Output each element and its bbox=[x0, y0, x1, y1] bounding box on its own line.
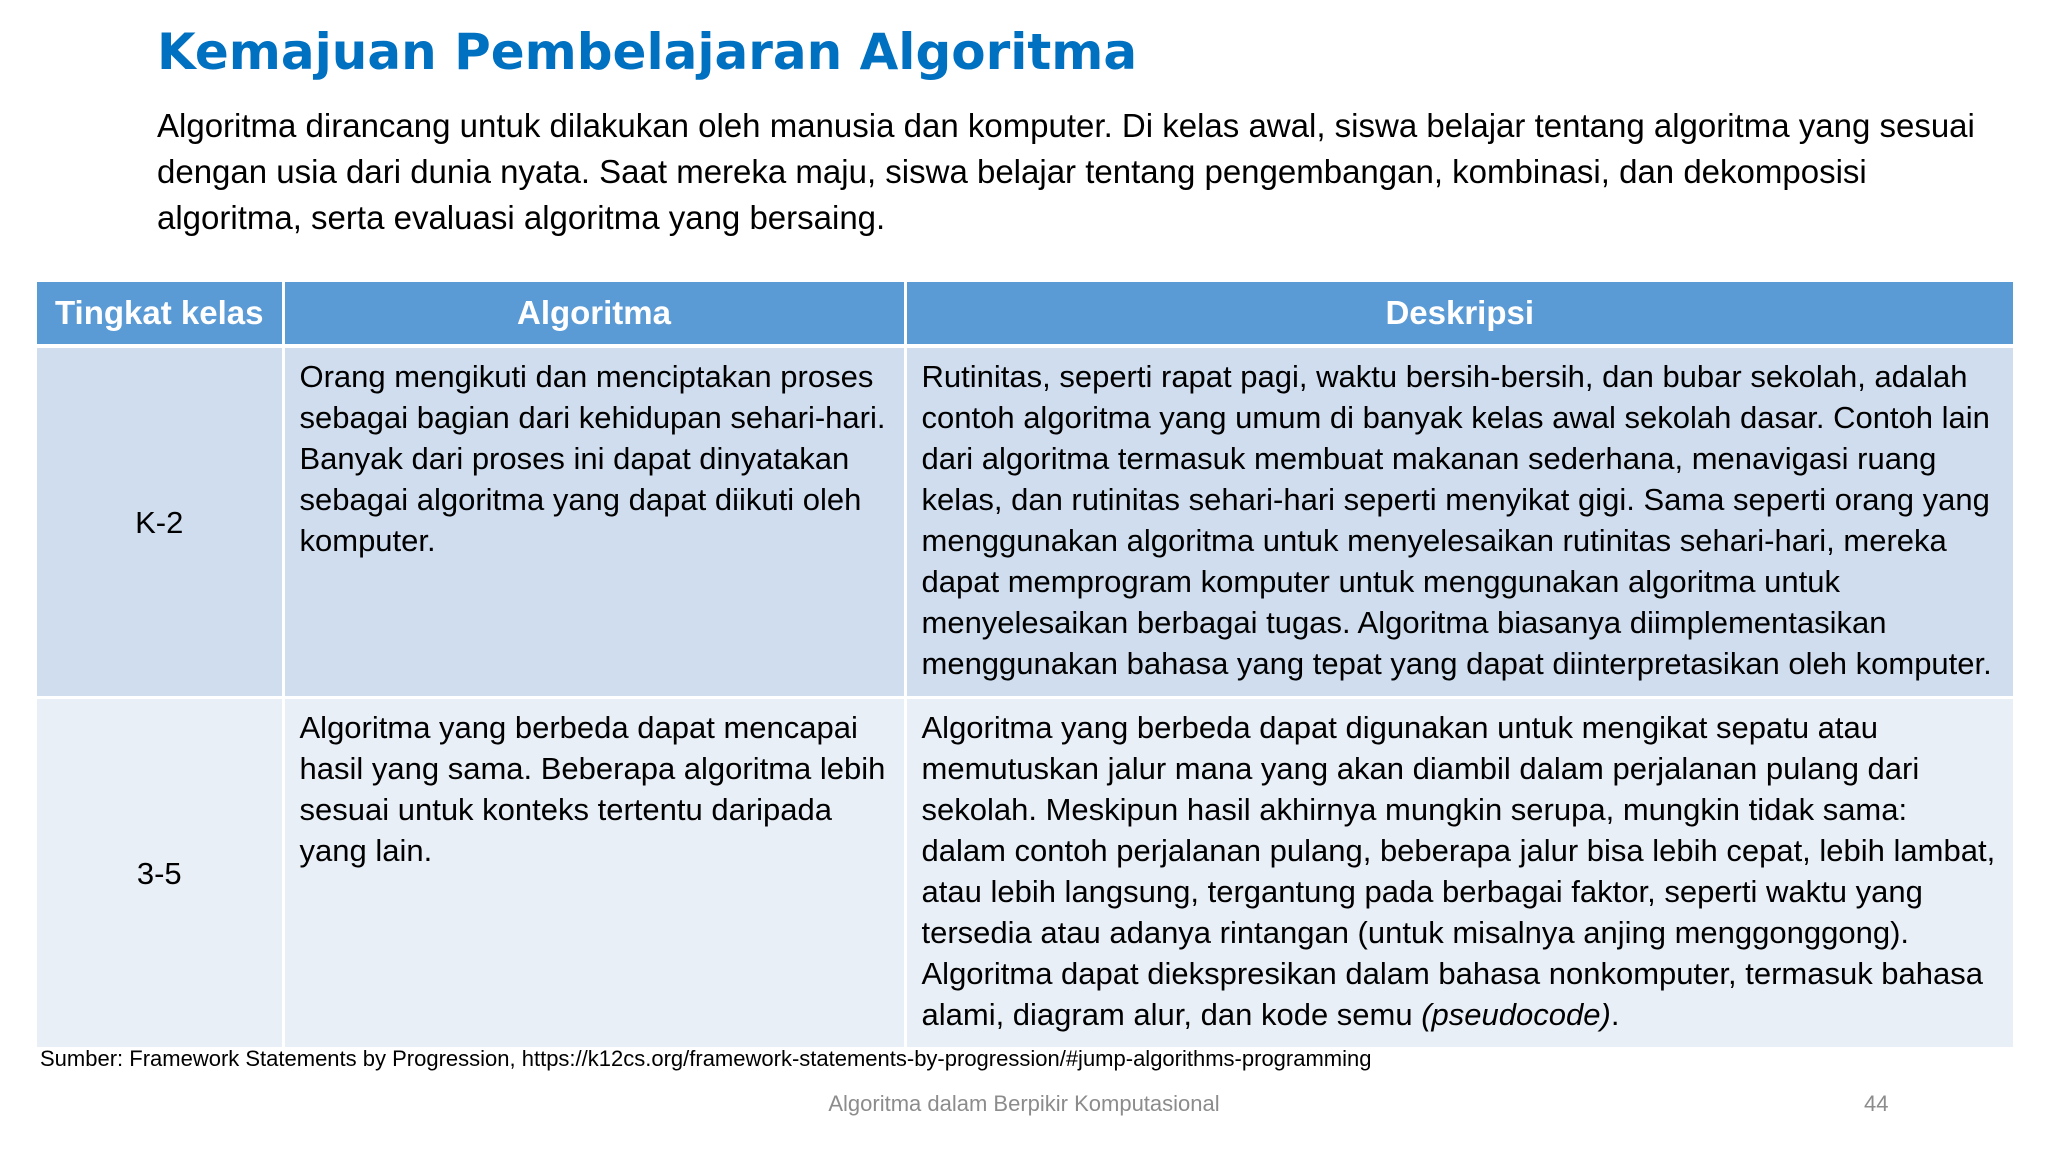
description-text: Algoritma yang berbeda dapat digunakan untuk mengikat sepatu atau memutuskan jalur mana yang akan diambil dalam perjalanan pulang dari sekolah. Meskipun hasil akhirnya mungkin serupa, mungkin tidak sama: dalam contoh perjalanan pulang, beberapa jalur bisa lebih cepat, lebih lambat, atau lebih langsung, tergantung pada berbagai faktor, seperti waktu yang tersedia atau adanya rintangan (untuk misalnya anjing menggonggong). Algoritma dapat diekspresikan dalam bahasa nonkomputer, termasuk bahasa alami, diagram alur, dan kode semu bbox=[921, 710, 1996, 1032]
page-number: 44 bbox=[1864, 1091, 1889, 1116]
table-row bbox=[37, 346, 2013, 698]
footer-title: Algoritma dalam Berpikir Komputasional bbox=[828, 1091, 1220, 1116]
description-end: . bbox=[1610, 997, 1620, 1032]
pseudocode-term: (pseudocode) bbox=[1421, 997, 1611, 1032]
slide-title: Kemajuan Pembelajaran Algoritma bbox=[157, 23, 1138, 81]
progression-table bbox=[37, 282, 2013, 1050]
algorithm-cell: Algoritma yang berbeda dapat mencapai hasil yang sama. Beberapa algoritma lebih sesuai untuk konteks tertentu daripada yang lain. bbox=[283, 698, 905, 1049]
source-citation: Sumber: Framework Statements by Progression, https://k12cs.org/framework-statements-by-progression/#jump-algorithms-programming bbox=[40, 1046, 1372, 1071]
grade-cell: 3-5 bbox=[37, 698, 283, 1049]
description-cell: Rutinitas, seperti rapat pagi, waktu bersih-bersih, dan bubar sekolah, adalah contoh algoritma yang umum di banyak kelas awal sekolah dasar. Contoh lain dari algoritma termasuk membuat makanan sederhana, menavigasi ruang kelas, dan rutinitas sehari-hari seperti menyikat gigi. Sama seperti orang yang menggunakan algoritma untuk menyelesaikan rutinitas sehari-hari, mereka dapat memprogram komputer untuk menggunakan algoritma untuk menyelesaikan berbagai tugas. Algoritma biasanya diimplementasikan menggunakan bahasa yang tepat yang dapat diinterpretasikan oleh komputer. bbox=[905, 346, 2013, 698]
algorithm-cell: Orang mengikuti dan menciptakan proses sebagai bagian dari kehidupan sehari-hari. Banyak dari proses ini dapat dinyatakan sebagai algoritma yang dapat diikuti oleh komputer. bbox=[283, 346, 905, 698]
table-body bbox=[37, 346, 2013, 1049]
table-row bbox=[37, 698, 2013, 1049]
description-cell bbox=[905, 698, 2013, 1049]
progression-table-container bbox=[37, 282, 2013, 1050]
grade-cell: K-2 bbox=[37, 346, 283, 698]
intro-paragraph: Algoritma dirancang untuk dilakukan oleh manusia dan komputer. Di kelas awal, siswa belajar tentang algoritma yang sesuai dengan usia dari dunia nyata. Saat mereka maju, siswa belajar tentang pengembangan, kombinasi, dan dekomposisi algoritma, serta evaluasi algoritma yang bersaing. bbox=[157, 107, 1975, 236]
table-header bbox=[37, 282, 2013, 346]
header-description: Deskripsi bbox=[905, 282, 2013, 346]
header-grade-level: Tingkat kelas bbox=[37, 282, 283, 346]
header-row bbox=[37, 282, 2013, 346]
header-algorithm: Algoritma bbox=[283, 282, 905, 346]
